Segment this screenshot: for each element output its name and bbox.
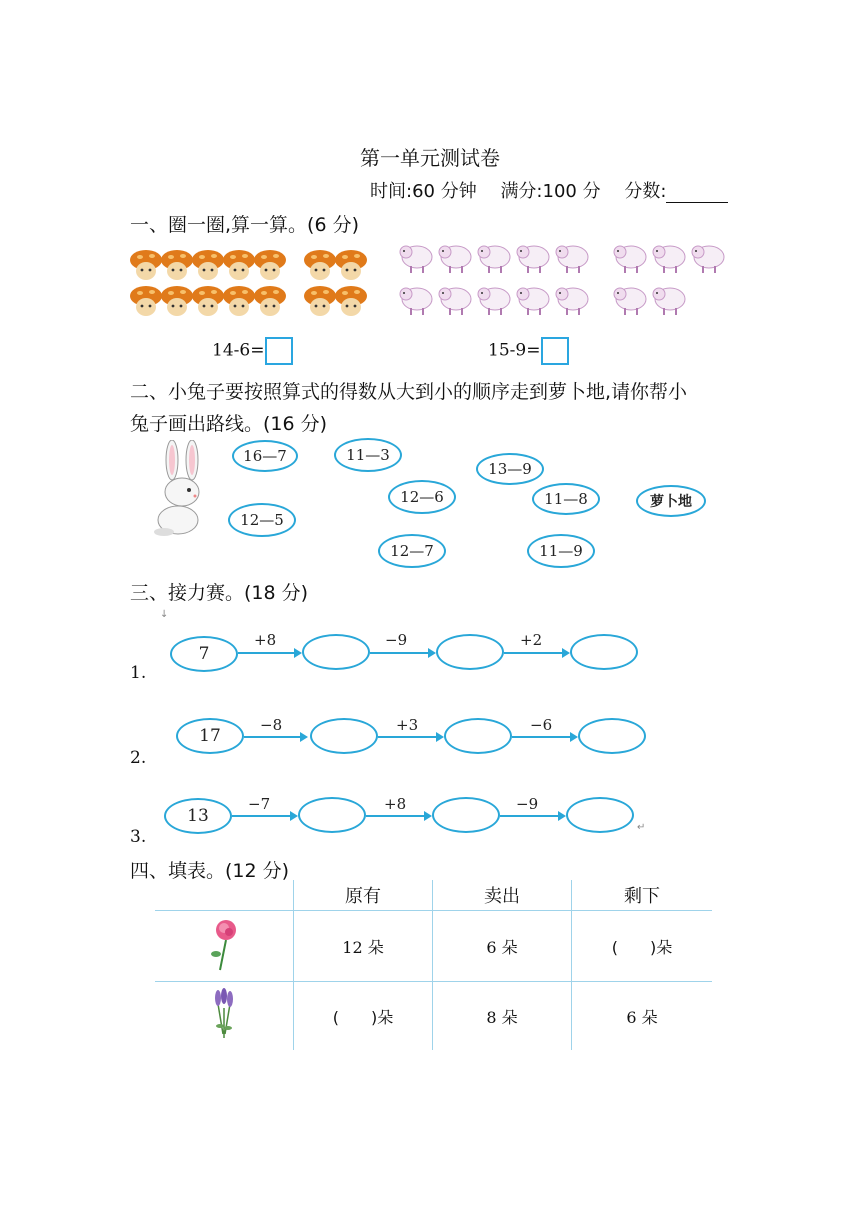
arrow-icon bbox=[370, 652, 434, 654]
section1-heading: 一、圈一圈,算一算。(6 分) bbox=[130, 214, 359, 236]
sheep-icon bbox=[400, 246, 432, 273]
fill-table bbox=[155, 880, 712, 1050]
chain-index: 3. bbox=[130, 827, 147, 847]
arrow-icon bbox=[238, 652, 300, 654]
sheep-icon bbox=[614, 246, 646, 273]
mushroom-icon bbox=[161, 250, 193, 280]
chain-op: +3 bbox=[396, 716, 419, 734]
chain-answer-oval[interactable] bbox=[302, 634, 370, 670]
route-oval[interactable]: 11—8 bbox=[532, 483, 600, 515]
equation-2 bbox=[488, 337, 569, 365]
mushroom-icon bbox=[192, 286, 224, 316]
header-remaining: 剩下 bbox=[572, 880, 713, 911]
route-oval[interactable]: 16—7 bbox=[232, 440, 298, 472]
mushroom-icon bbox=[223, 286, 255, 316]
header-sold: 卖出 bbox=[433, 880, 572, 911]
full-score: 满分:100 分 bbox=[500, 181, 601, 202]
mushroom-icon bbox=[335, 250, 367, 280]
cell-original-blank[interactable]: ( )朵 bbox=[294, 982, 433, 1051]
chain-op: +8 bbox=[254, 631, 277, 649]
mushroom-icon bbox=[304, 286, 336, 316]
rabbit-icon bbox=[150, 440, 212, 538]
arrow-icon bbox=[244, 736, 306, 738]
equation-1-text: 14-6= bbox=[212, 340, 265, 361]
chain-op: +2 bbox=[520, 631, 543, 649]
chain-answer-oval[interactable] bbox=[432, 797, 500, 833]
sheep-icon bbox=[556, 246, 588, 273]
paragraph-mark: ↓ bbox=[160, 609, 169, 620]
chain-answer-oval[interactable] bbox=[570, 634, 638, 670]
chain-start: 7 bbox=[170, 636, 238, 672]
carrot-field-oval[interactable]: 萝卜地 bbox=[636, 485, 706, 517]
cell-original: 12 朵 bbox=[294, 911, 433, 982]
answer-box-2[interactable] bbox=[541, 337, 569, 365]
page-title: 第一单元测试卷 bbox=[360, 146, 500, 170]
section4-heading: 四、填表。(12 分) bbox=[130, 860, 290, 882]
sheep-icon bbox=[517, 288, 549, 315]
chain-op: −7 bbox=[248, 795, 271, 813]
sheep-icon bbox=[400, 288, 432, 315]
mushroom-icon bbox=[192, 250, 224, 280]
chain-op: −6 bbox=[530, 716, 553, 734]
sheep-icon bbox=[653, 246, 685, 273]
sheep-icon bbox=[614, 288, 646, 315]
chain-answer-oval[interactable] bbox=[310, 718, 378, 754]
score-label: 分数: bbox=[624, 181, 667, 202]
arrow-icon bbox=[504, 652, 568, 654]
chain-op: −8 bbox=[260, 716, 283, 734]
sheep-icon bbox=[653, 288, 685, 315]
route-oval[interactable]: 11—9 bbox=[527, 534, 595, 568]
arrow-icon bbox=[512, 736, 576, 738]
sheep-icon bbox=[478, 246, 510, 273]
chain-answer-oval[interactable] bbox=[578, 718, 646, 754]
arrow-icon bbox=[366, 815, 430, 817]
chain-answer-oval[interactable] bbox=[436, 634, 504, 670]
chain-start: 13 bbox=[164, 798, 232, 834]
route-oval[interactable]: 12—5 bbox=[228, 503, 296, 537]
chain-answer-oval[interactable] bbox=[566, 797, 634, 833]
score-blank[interactable] bbox=[666, 184, 728, 203]
route-oval[interactable]: 11—3 bbox=[334, 438, 402, 472]
time-limit: 时间:60 分钟 bbox=[370, 181, 477, 202]
answer-box-1[interactable] bbox=[265, 337, 293, 365]
flower-cell bbox=[155, 982, 294, 1051]
cell-sold: 8 朵 bbox=[433, 982, 572, 1051]
mushroom-icon bbox=[130, 250, 162, 280]
chain-answer-oval[interactable] bbox=[444, 718, 512, 754]
cell-remaining-blank[interactable]: ( )朵 bbox=[572, 911, 713, 982]
sheep-icon bbox=[692, 246, 724, 273]
route-oval[interactable]: 12—6 bbox=[388, 480, 456, 514]
arrow-icon bbox=[232, 815, 296, 817]
chain-answer-oval[interactable] bbox=[298, 797, 366, 833]
sheep-icon bbox=[556, 288, 588, 315]
lavender-icon bbox=[209, 988, 239, 1040]
sheep-icon bbox=[439, 246, 471, 273]
header-original: 原有 bbox=[294, 880, 433, 911]
section3-heading: 三、接力赛。(18 分) bbox=[130, 582, 309, 604]
mushroom-group bbox=[128, 245, 378, 325]
chain-index: 1. bbox=[130, 663, 147, 683]
cell-sold: 6 朵 bbox=[433, 911, 572, 982]
sheep-group bbox=[396, 238, 736, 322]
arrow-icon bbox=[378, 736, 442, 738]
sheep-icon bbox=[478, 288, 510, 315]
mushroom-icon bbox=[254, 250, 286, 280]
mushroom-icon bbox=[335, 286, 367, 316]
mushroom-icon bbox=[254, 286, 286, 316]
chain-start: 17 bbox=[176, 718, 244, 754]
chain-op: +8 bbox=[384, 795, 407, 813]
table-row bbox=[155, 911, 712, 982]
equation-2-text: 15-9= bbox=[488, 340, 541, 361]
chain-op: −9 bbox=[516, 795, 539, 813]
equation-1 bbox=[212, 337, 293, 365]
exam-info bbox=[370, 177, 728, 203]
cell-remaining: 6 朵 bbox=[572, 982, 713, 1051]
section2-heading-line1: 二、小兔子要按照算式的得数从大到小的顺序走到萝卜地,请你帮小 bbox=[130, 381, 688, 403]
sheep-icon bbox=[517, 246, 549, 273]
route-oval[interactable]: 13—9 bbox=[476, 453, 544, 485]
table-corner-cell bbox=[155, 880, 294, 911]
return-mark: ↵ bbox=[637, 822, 646, 833]
flower-cell bbox=[155, 911, 294, 982]
mushroom-icon bbox=[161, 286, 193, 316]
chain-index: 2. bbox=[130, 748, 147, 768]
arrow-icon bbox=[500, 815, 564, 817]
rose-icon bbox=[204, 914, 244, 974]
chain-op: −9 bbox=[385, 631, 408, 649]
table-header-row bbox=[155, 880, 712, 911]
mushroom-icon bbox=[130, 286, 162, 316]
section2-heading-line2: 兔子画出路线。(16 分) bbox=[130, 413, 328, 435]
mushroom-icon bbox=[304, 250, 336, 280]
route-oval[interactable]: 12—7 bbox=[378, 534, 446, 568]
mushroom-icon bbox=[223, 250, 255, 280]
table-row bbox=[155, 982, 712, 1051]
sheep-icon bbox=[439, 288, 471, 315]
